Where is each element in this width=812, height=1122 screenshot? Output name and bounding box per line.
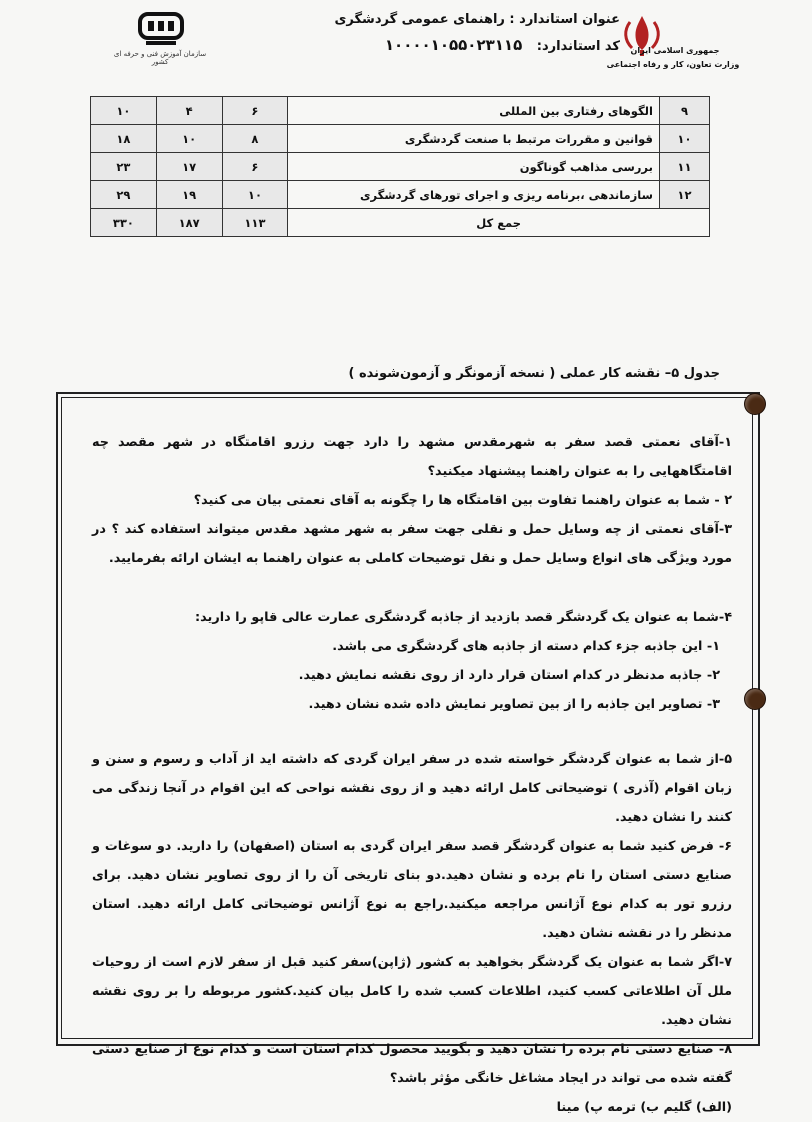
question-5: ۵-از شما به عنوان گردشگر خواسته شده در سفر ایران گردی که داشته اید از آداب و رسوم و سنن و زبان اقوام (آذری ) توضیحاتی کامل ارائه دهید و از روی نقشه نواحی که این اقوام در آنجا زندگی می کنند را نشان دهید.: [92, 752, 732, 825]
row-value-b: ۱۹: [156, 181, 222, 209]
table-total-row: [91, 209, 710, 237]
emblem-caption-country: جمهوری اسلامی ایران: [630, 46, 720, 55]
question-3: ۳-آقای نعمتی از چه وسایل حمل و نقلی جهت سفر به شهر مشهد مقدس میتواند استفاده کند ؟ در مورد ویژگی های انواع وسایل حمل و نقل توضیحات کاملی به عنوان راهنما به ایشان ارائه بفرمایید.: [92, 522, 732, 566]
table-row: [91, 125, 710, 153]
table-row: [91, 153, 710, 181]
emblem-caption-ministry: وزارت تعاون، کار و رفاه اجتماعی: [606, 60, 740, 69]
row-value-a: ۶: [222, 97, 288, 125]
row-value-c: ۱۰: [91, 97, 157, 125]
row-value-a: ۶: [222, 153, 288, 181]
frame-side-knob: [744, 688, 766, 710]
topic-score-table: [90, 96, 710, 237]
row-value-b: ۱۷: [156, 153, 222, 181]
total-value-a: ۱۱۳: [222, 209, 288, 237]
row-value-c: ۲۹: [91, 181, 157, 209]
question-4-part-1: ۱- این جاذبه جزء کدام دسته از جاذبه های گردشگری می باشد.: [332, 639, 720, 654]
standard-code: [300, 36, 620, 54]
row-topic: سازماندهی ،برنامه ریزی و اجرای تورهای گردشگری: [288, 181, 660, 209]
question-4-part-3: ۳- تصاویر این جاذبه را از بین تصاویر نمایش داده شده نشان دهید.: [308, 697, 720, 712]
table-caption: جدول ۵– نقشه کار عملی ( نسخه آزمونگر و آزمون‌شونده ): [348, 366, 720, 381]
row-number: ۱۰: [659, 125, 709, 153]
row-topic: بررسی مذاهب گوناگون: [288, 153, 660, 181]
row-number: ۹: [659, 97, 709, 125]
row-number: ۱۲: [659, 181, 709, 209]
question-4: ۴-شما به عنوان یک گردشگر قصد بازدید از جاذبه گردشگری عمارت عالی قاپو را دارید:: [195, 610, 732, 625]
question-8-options: (الف) گلیم ب) ترمه پ) مینا: [556, 1100, 732, 1115]
row-value-b: ۴: [156, 97, 222, 125]
row-value-c: ۲۳: [91, 153, 157, 181]
row-value-c: ۱۸: [91, 125, 157, 153]
row-value-a: ۱۰: [222, 181, 288, 209]
row-value-a: ۸: [222, 125, 288, 153]
question-1: ۱-آقای نعمتی قصد سفر به شهرمقدس مشهد را دارد جهت رزرو اقامتگاه در شهر مقصد چه اقامتگاههایی را به عنوان راهنما پیشنهاد میکنید؟: [92, 435, 732, 479]
total-label: جمع کل: [288, 209, 710, 237]
question-4-part-2: ۲- جاذبه مدنظر در کدام استان قرار دارد از روی نقشه نمایش دهید.: [298, 668, 720, 683]
standard-code-label: کد استاندارد:: [536, 39, 620, 54]
question-6: ۶- فرض کنید شما به عنوان گردشگر قصد سفر ایران گردی به استان (اصفهان) را دارید. دو سوغات و صنایع دستی استان را نام برده و نشان دهید.دو بنای تاریخی آن را از روی تصاویر نشان دهید. برای رزرو تور به کدام نوع آژانس مراجعه میکنید.راجع به نوع آژانس توضیحاتی کامل ارائه دهید. استان مدنظر را در نقشه نشان دهید.: [92, 839, 732, 941]
table-row: [91, 97, 710, 125]
question-2: ۲ - شما به عنوان راهنما تفاوت بین اقامتگاه ها را چگونه به آقای نعمتی بیان می کنید؟: [193, 493, 732, 508]
total-value-b: ۱۸۷: [156, 209, 222, 237]
organization-logo-icon: [138, 12, 184, 48]
total-value-c: ۳۳۰: [91, 209, 157, 237]
frame-corner-knob: [744, 393, 766, 415]
standard-title: عنوان استاندارد : راهنمای عمومی گردشگری: [334, 12, 620, 27]
practical-plan-content: [92, 428, 732, 1122]
row-value-b: ۱۰: [156, 125, 222, 153]
organization-logo-caption: سازمان آموزش فنی و حرفه ای کشور: [113, 50, 207, 66]
row-topic: قوانین و مقررات مرتبط با صنعت گردشگری: [288, 125, 660, 153]
row-topic: الگوهای رفتاری بین المللی: [288, 97, 660, 125]
table-row: [91, 181, 710, 209]
question-8: ۸- صنایع دستی نام برده را نشان دهید و بگویید محصول کدام استان است و کدام نوع از صنایع دستی گفته شده می تواند در ایجاد مشاغل خانگی مؤثر باشد؟: [92, 1042, 732, 1086]
standard-code-value: ۱۰۰۰۰۱۰۵۵۰۲۳۱۱۵: [384, 36, 523, 54]
question-7: ۷-اگر شما به عنوان یک گردشگر بخواهید به کشور (ژاپن)سفر کنید قبل از سفر لازم است از روحیات ملل آن اطلاعاتی کسب کنید، اطلاعات کسب شده را کامل بیان کنید.کشور مربوطه را بر روی نقشه نشان دهید.: [92, 955, 732, 1028]
row-number: ۱۱: [659, 153, 709, 181]
